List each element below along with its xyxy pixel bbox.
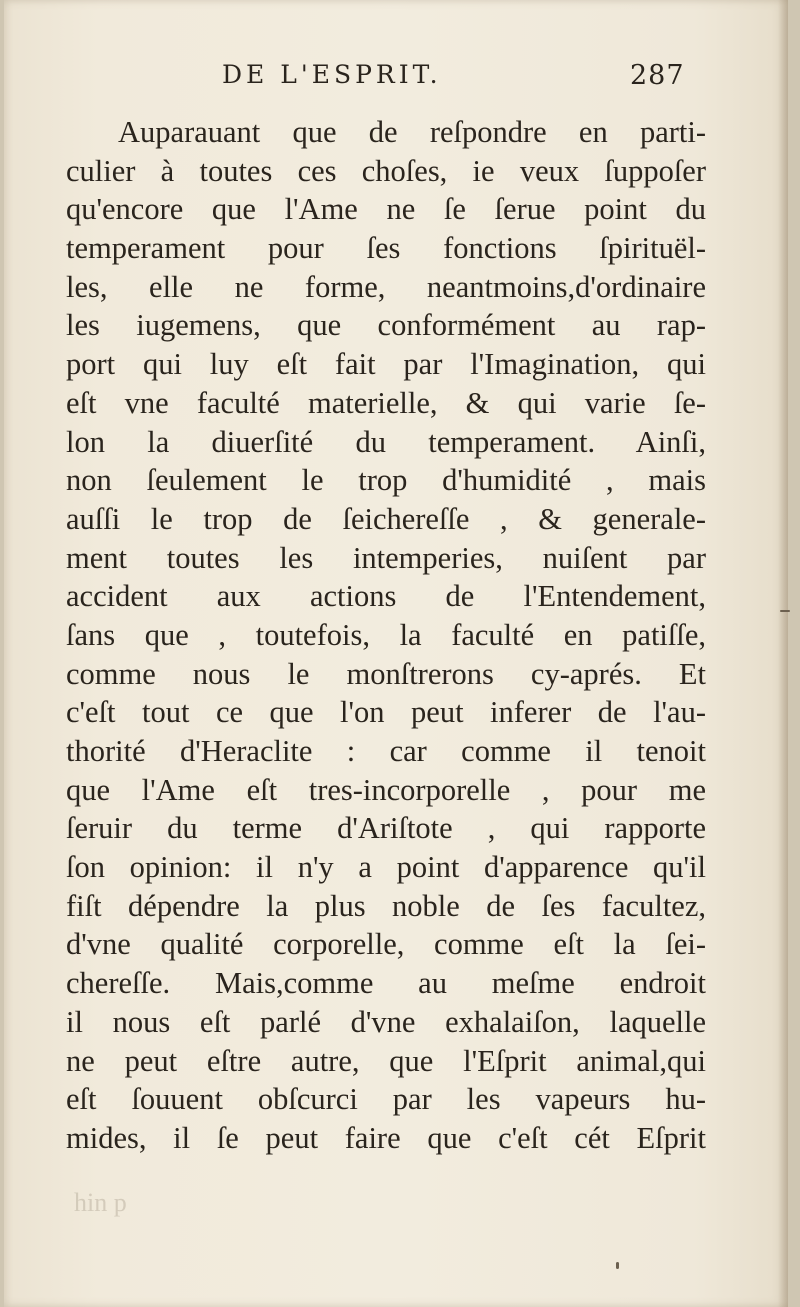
- text-line: eſt ſouuent obſcurci par les vapeurs hu-: [66, 1082, 706, 1117]
- text-line: chereſſe. Mais,comme au meſme endroit: [66, 966, 706, 1001]
- text-line: accident aux actions de l'Entendement,: [66, 579, 706, 614]
- text-line: les, elle ne forme, neantmoins,d'ordinaire: [66, 269, 706, 304]
- text-line: il nous eſt parlé d'vne exhalaiſon, laquelle: [66, 1004, 706, 1039]
- page-number: 287: [630, 60, 685, 91]
- page-edge-shadow: [778, 0, 788, 1307]
- body-text: [66, 113, 706, 1158]
- text-line: c'eſt tout ce que l'on peut inferer de l'au-: [66, 695, 706, 730]
- ink-speck: [780, 610, 790, 612]
- text-line: comme nous le monſtrerons cy-aprés. Et: [66, 656, 706, 691]
- catchword-bleed-through: hin p: [74, 1188, 127, 1217]
- text-line: thorité d'Heraclite : car comme il tenoit: [66, 734, 706, 768]
- text-line: temperament pour ſes fonctions ſpirituël-: [66, 231, 706, 266]
- text-line: ſans que , toutefois, la faculté en patiſſe,: [66, 617, 706, 652]
- text-line: lon la diuerſité du temperament. Ainſi,: [66, 424, 706, 459]
- text-line: ſeruir du terme d'Ariſtote , qui rapporte: [66, 811, 706, 846]
- text-line: culier à toutes ces choſes, ie veux ſuppoſer: [66, 153, 706, 188]
- text-line: les iugemens, que conformément au rap-: [66, 308, 706, 343]
- text-line: fiſt dépendre la plus noble de ſes facultez,: [66, 888, 706, 923]
- text-line: port qui luy eſt fait par l'Imagination, qui: [66, 347, 706, 382]
- text-line: ment toutes les intemperies, nuiſent par: [66, 540, 706, 575]
- text-line: non ſeulement le trop d'humidité , mais: [66, 463, 706, 498]
- text-line: auſſi le trop de ſeichereſſe , & generale-: [66, 501, 706, 536]
- text-line: Auparauant que de reſpondre en parti-: [118, 115, 706, 149]
- book-page: [4, 0, 788, 1307]
- ink-speck: [616, 1262, 619, 1269]
- text-line: ſon opinion: il n'y a point d'apparence qu'il: [66, 850, 706, 885]
- text-line: eſt vne faculté materielle, & qui varie ſe-: [66, 385, 706, 420]
- text-line: mides, il ſe peut faire que c'eſt cét Eſprit: [66, 1120, 706, 1155]
- text-line: qu'encore que l'Ame ne ſe ſerue point du: [66, 192, 706, 227]
- text-line: que l'Ame eſt tres-incorporelle , pour me: [66, 772, 706, 807]
- page-header: [4, 60, 788, 104]
- text-line: ne peut eſtre autre, que l'Eſprit animal,qui: [66, 1043, 706, 1078]
- running-head: DE L'ESPRIT.: [222, 60, 442, 89]
- text-line: d'vne qualité corporelle, comme eſt la ſei-: [66, 927, 706, 962]
